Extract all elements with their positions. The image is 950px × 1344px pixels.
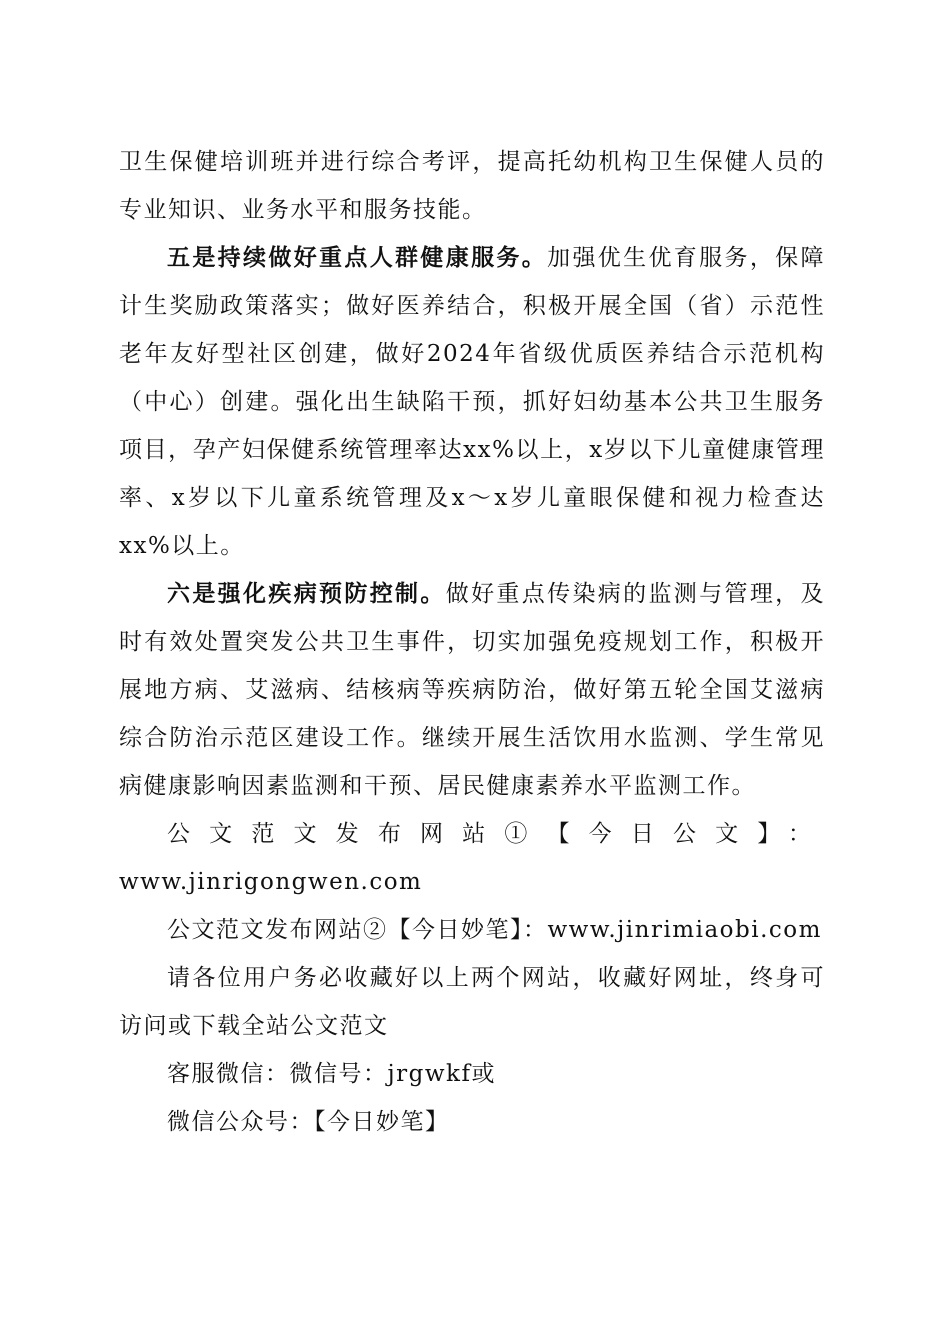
footer-official-account: 微信公众号：【今日妙笔】 xyxy=(167,1109,450,1135)
item-5-lead: 五是持续做好重点人群健康服务。 xyxy=(167,244,548,271)
paragraph-item-6 xyxy=(119,570,825,810)
footer-site2-line: 公文范文发布网站②【今日妙笔】：www.jinrimiaobi.com xyxy=(167,917,822,943)
paragraph-continuation xyxy=(119,138,825,234)
paragraph-continuation-text: 卫生保健培训班并进行综合考评，提高托幼机构卫生保健人员的专业知识、业务水平和服务技能。 xyxy=(119,149,825,223)
item-6-lead: 六是强化疾病预防控制。 xyxy=(167,580,446,607)
paragraph-item-5 xyxy=(119,234,825,570)
document-body xyxy=(119,138,825,1146)
item-6-body: 做好重点传染病的监测与管理，及时有效处置突发公共卫生事件，切实加强免疫规划工作，积极开展地方病、艾滋病、结核病等疾病防治，做好第五轮全国艾滋病综合防治示范区建设工作。继续开展生活饮用水监测、学生常见病健康影响因素监测和干预、居民健康素养水平监测工作。 xyxy=(119,581,826,799)
footer-site1-url: www.jinrigongwen.com xyxy=(119,869,423,895)
footer-notice: 请各位用户务必收藏好以上两个网站，收藏好网址，终身可访问或下载全站公文范文 xyxy=(119,965,825,1039)
item-5-body: 加强优生优育服务，保障计生奖励政策落实；做好医养结合，积极开展全国（省）示范性老年友好型社区创建，做好2024年省级优质医养结合示范机构（中心）创建。强化出生缺陷干预，抓好妇幼基本公共卫生服务项目，孕产妇保健系统管理率达xx%以上，x岁以下儿童健康管理率、x岁以下儿童系统管理及x～x岁儿童眼保健和视力检查达xx%以上。 xyxy=(119,245,826,559)
footer-service-wechat: 客服微信：微信号：jrgwkf或 xyxy=(167,1061,496,1087)
footer-site1-label: 公文范文发布网站①【今日公文】： xyxy=(167,821,825,847)
